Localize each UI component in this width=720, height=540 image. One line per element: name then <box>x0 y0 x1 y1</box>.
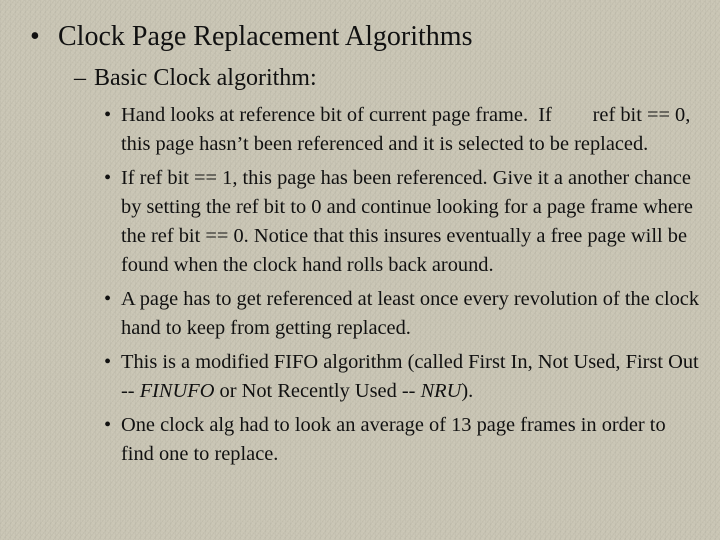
list-bullet: • <box>104 414 112 436</box>
slide-title <box>30 18 472 56</box>
list-item <box>104 348 700 406</box>
subtitle-text: Basic Clock algorithm: <box>94 65 317 91</box>
list-item-text <box>121 351 699 402</box>
list-item <box>104 101 700 159</box>
list-bullet: • <box>104 104 112 126</box>
list-item-text: If ref bit == 1, this page has been referenced. Give it a another chance by setting the ref bit to 0 and continue looking for a page frame where the ref bit == 0. Notice that this insures eventually a free page will be found when the clock hand rolls back around. <box>121 167 693 276</box>
list-item <box>104 285 700 343</box>
list-item-text: A page has to get referenced at least once every revolution of the clock hand to keep from getting replaced. <box>121 288 700 339</box>
subtitle-dash: – <box>74 65 86 91</box>
title-text: Clock Page Replacement Algorithms <box>58 21 473 52</box>
subtitle <box>74 62 317 94</box>
list-bullet: • <box>104 167 112 189</box>
list-item <box>104 164 700 280</box>
fifo-text-before: This is a modified FIFO algorithm (called First In, Not Used, First Out -- <box>121 351 699 402</box>
list-item <box>104 411 700 469</box>
bullet-list <box>104 101 700 474</box>
title-bullet: • <box>30 21 40 52</box>
list-item-text: One clock alg had to look an average of 13 page frames in order to find one to replace. <box>121 414 666 465</box>
list-item-text: Hand looks at reference bit of current page frame. If ref bit == 0, this page hasn’t been referenced and it is selected to be replaced. <box>121 104 696 155</box>
finufo-term: FINUFO <box>139 380 215 402</box>
nru-term: NRU <box>420 380 462 402</box>
fifo-text-after: ). <box>461 380 474 402</box>
list-bullet: • <box>104 288 112 310</box>
fifo-text-middle: or Not Recently Used -- <box>214 380 421 402</box>
list-bullet: • <box>104 351 112 373</box>
